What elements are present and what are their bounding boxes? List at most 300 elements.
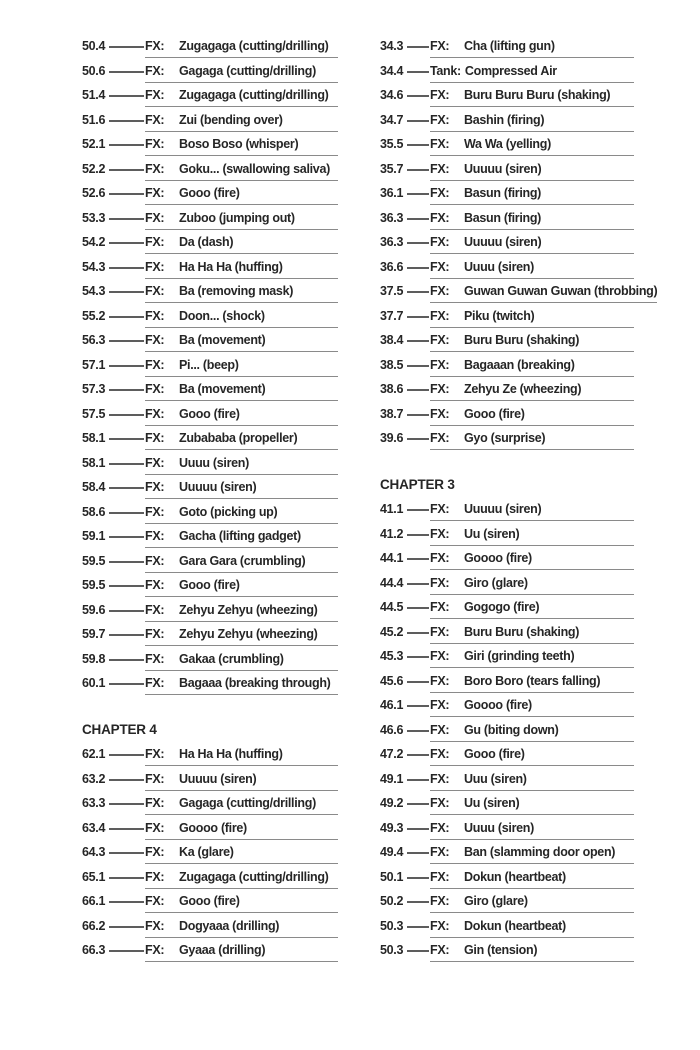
- fx-entry-row: [82, 846, 338, 864]
- entry-page-panel: 58.6: [82, 504, 106, 519]
- dash-connector-line: [109, 114, 144, 127]
- entry-page-panel: 66.2: [82, 918, 106, 933]
- entry-content: [430, 334, 634, 352]
- entry-content: [430, 383, 634, 401]
- entry-content: [430, 528, 634, 546]
- fx-entry-row: [380, 40, 634, 58]
- entry-page-panel: 34.7: [380, 112, 404, 127]
- dash-connector-line: [109, 359, 144, 372]
- entry-page-panel: 57.5: [82, 406, 106, 421]
- entry-lead: [380, 285, 430, 298]
- entry-content: [430, 748, 634, 766]
- entry-label: FX:: [430, 235, 450, 249]
- dash-connector-line: [109, 871, 144, 884]
- entry-page-panel: 51.6: [82, 112, 106, 127]
- entry-label: FX:: [430, 771, 450, 786]
- entry-page-panel: 34.3: [380, 39, 404, 53]
- entry-lead: [82, 457, 145, 470]
- entry-lead: [82, 408, 145, 421]
- entry-lead: [82, 628, 145, 641]
- entry-lead: [380, 236, 430, 249]
- entry-text: Ha Ha Ha (huffing): [179, 259, 283, 274]
- entry-content: [430, 724, 634, 742]
- entry-content: [145, 920, 338, 938]
- entry-content: [145, 457, 338, 475]
- dash-connector-line: [109, 261, 144, 274]
- entry-content: [145, 40, 338, 58]
- fx-entry-row: [82, 506, 338, 524]
- entry-label: FX:: [145, 308, 165, 323]
- dash-connector-line: [109, 579, 144, 592]
- dash-connector-line: [407, 944, 429, 957]
- fx-entry-row: [82, 212, 338, 230]
- fx-entry-row: [82, 555, 338, 573]
- fx-entry-row: [82, 579, 338, 597]
- entry-text: Gooo (fire): [179, 894, 240, 908]
- entry-content: [430, 138, 634, 156]
- dash-connector-line: [109, 432, 144, 445]
- entry-label: FX:: [145, 869, 165, 884]
- entry-lead: [380, 822, 430, 835]
- entry-page-panel: 58.4: [82, 480, 106, 494]
- entry-label: FX:: [430, 673, 450, 688]
- fx-entry-row: [380, 601, 634, 619]
- entry-label: FX:: [145, 796, 165, 810]
- entry-text: Gacha (lifting gadget): [179, 529, 301, 543]
- entry-page-panel: 41.1: [380, 502, 404, 516]
- entry-lead: [380, 552, 430, 565]
- entry-page-panel: 36.3: [380, 210, 404, 225]
- entry-lead: [82, 89, 145, 102]
- entry-lead: [380, 359, 430, 372]
- entry-content: [430, 773, 634, 791]
- entry-label: FX:: [430, 820, 450, 835]
- entry-label: FX:: [430, 308, 450, 323]
- entry-text: Ba (movement): [179, 382, 266, 396]
- fx-entry-row: [380, 822, 634, 840]
- dash-connector-line: [109, 920, 144, 933]
- fx-entry-row: [82, 628, 338, 646]
- entry-lead: [380, 601, 430, 614]
- entry-page-panel: 65.1: [82, 869, 106, 884]
- dash-connector-line: [407, 920, 429, 933]
- entry-page-panel: 58.1: [82, 431, 106, 445]
- entry-content: [430, 236, 634, 254]
- entry-page-panel: 35.7: [380, 161, 404, 176]
- entry-content: [430, 65, 634, 83]
- dash-connector-line: [109, 285, 144, 298]
- entry-page-panel: 38.7: [380, 406, 404, 421]
- entry-label: FX:: [430, 284, 450, 298]
- entry-page-panel: 56.3: [82, 333, 106, 347]
- entry-page-panel: 49.4: [380, 845, 404, 859]
- entry-text: Gara Gara (crumbling): [179, 553, 306, 568]
- entry-content: [430, 40, 634, 58]
- entry-page-panel: 63.4: [82, 820, 106, 835]
- entry-page-panel: 49.3: [380, 820, 404, 835]
- entry-page-panel: 50.3: [380, 918, 404, 933]
- entry-lead: [82, 677, 145, 690]
- entry-lead: [82, 114, 145, 127]
- dash-connector-line: [407, 236, 429, 249]
- entry-content: [145, 628, 338, 646]
- entry-page-panel: 49.1: [380, 771, 404, 786]
- fx-entry-row: [82, 334, 338, 352]
- dash-connector-line: [407, 114, 429, 127]
- dash-connector-line: [109, 846, 144, 859]
- entry-page-panel: 35.5: [380, 137, 404, 151]
- entry-lead: [82, 773, 145, 786]
- entry-lead: [82, 261, 145, 274]
- entry-lead: [380, 699, 430, 712]
- entry-label: FX:: [145, 431, 165, 445]
- entry-label: FX:: [145, 943, 165, 957]
- entry-lead: [82, 163, 145, 176]
- chapter-heading: CHAPTER 4: [82, 722, 157, 737]
- entry-content: [430, 114, 634, 132]
- entry-content: [430, 359, 634, 377]
- entry-content: [430, 163, 634, 181]
- dash-connector-line: [407, 359, 429, 372]
- entry-lead: [82, 334, 145, 347]
- dash-connector-line: [109, 212, 144, 225]
- dash-connector-line: [407, 503, 429, 516]
- entry-label: FX:: [145, 333, 165, 347]
- entry-label: FX:: [145, 747, 165, 761]
- entry-page-panel: 49.2: [380, 796, 404, 810]
- entry-lead: [380, 503, 430, 516]
- fx-entry-row: [82, 261, 338, 279]
- fx-entry-row: [380, 212, 634, 230]
- entry-text: Ban (slamming door open): [464, 845, 616, 859]
- entry-page-panel: 60.1: [82, 676, 106, 690]
- entry-label: FX:: [430, 526, 450, 541]
- entry-text: Basun (firing): [464, 186, 542, 200]
- entry-text: Piku (twitch): [464, 308, 535, 323]
- dash-connector-line: [407, 822, 429, 835]
- entry-label: FX:: [430, 551, 450, 565]
- fx-entry-row: [380, 163, 634, 181]
- entry-page-panel: 44.1: [380, 551, 404, 565]
- dash-connector-line: [407, 773, 429, 786]
- entry-content: [145, 285, 338, 303]
- fx-entry-row: [82, 653, 338, 671]
- entry-content: [430, 285, 657, 303]
- entry-lead: [82, 212, 145, 225]
- entry-page-panel: 54.2: [82, 235, 106, 249]
- entry-text: Pi... (beep): [179, 357, 239, 372]
- entry-page-panel: 37.7: [380, 308, 404, 323]
- entry-content: [145, 383, 338, 401]
- dash-connector-line: [109, 457, 144, 470]
- entry-page-panel: 45.3: [380, 649, 404, 663]
- entry-text: Buru Buru Buru (shaking): [464, 88, 611, 102]
- entry-content: [145, 187, 338, 205]
- entry-label: FX:: [145, 845, 165, 859]
- fx-entry-row: [82, 481, 338, 499]
- entry-text: Uuuu (siren): [179, 455, 250, 470]
- entry-content: [430, 822, 634, 840]
- entry-label: FX:: [145, 186, 165, 200]
- entry-page-panel: 50.1: [380, 869, 404, 884]
- entry-page-panel: 66.3: [82, 943, 106, 957]
- entry-content: [430, 699, 634, 717]
- entry-text: Gooo (fire): [179, 578, 240, 592]
- dash-connector-line: [407, 675, 429, 688]
- entry-page-panel: 46.6: [380, 722, 404, 737]
- entry-text: Gooo (fire): [179, 186, 240, 200]
- entry-lead: [380, 163, 430, 176]
- entry-lead: [82, 432, 145, 445]
- fx-entry-row: [380, 699, 634, 717]
- fx-entry-row: [82, 432, 338, 450]
- entry-label: FX:: [145, 88, 165, 102]
- entry-page-panel: 62.1: [82, 747, 106, 761]
- dash-connector-line: [109, 236, 144, 249]
- entry-page-panel: 54.3: [82, 284, 106, 298]
- entry-label: FX:: [430, 137, 450, 151]
- entry-label: FX:: [145, 553, 165, 568]
- dash-connector-line: [109, 163, 144, 176]
- entry-text: Uuuuu (siren): [179, 480, 257, 494]
- entry-label: FX:: [430, 161, 450, 176]
- entry-content: [145, 408, 338, 426]
- entry-content: [145, 555, 338, 573]
- entry-label: Tank:: [430, 63, 461, 78]
- entry-content: [145, 310, 338, 328]
- entry-lead: [380, 528, 430, 541]
- entry-content: [145, 579, 338, 597]
- entry-text: Uu (siren): [464, 526, 520, 541]
- entry-text: Giri (grinding teeth): [464, 649, 575, 663]
- entry-content: [145, 677, 338, 695]
- entry-label: FX:: [430, 845, 450, 859]
- entry-text: Ba (movement): [179, 333, 266, 347]
- fx-entry-row: [380, 675, 634, 693]
- entry-lead: [380, 748, 430, 761]
- dash-connector-line: [407, 138, 429, 151]
- entry-lead: [380, 895, 430, 908]
- entry-page-panel: 54.3: [82, 259, 106, 274]
- fx-entry-row: [380, 846, 634, 864]
- entry-label: FX:: [145, 455, 165, 470]
- entry-lead: [82, 944, 145, 957]
- entry-label: FX:: [145, 382, 165, 396]
- entry-content: [145, 530, 338, 548]
- fx-entry-row: [380, 432, 634, 450]
- fx-entry-row: [380, 552, 634, 570]
- entry-text: Dokun (heartbeat): [464, 918, 566, 933]
- dash-connector-line: [109, 604, 144, 617]
- fx-entry-row: [82, 871, 338, 889]
- entry-page-panel: 39.6: [380, 431, 404, 445]
- entry-page-panel: 50.2: [380, 894, 404, 908]
- entry-text: Gin (tension): [464, 943, 538, 957]
- dash-connector-line: [109, 89, 144, 102]
- fx-entry-row: [82, 383, 338, 401]
- entry-content: [430, 261, 634, 279]
- dash-connector-line: [109, 653, 144, 666]
- entry-label: FX:: [145, 676, 165, 690]
- entry-lead: [380, 65, 430, 78]
- entry-content: [145, 261, 338, 279]
- dash-connector-line: [109, 822, 144, 835]
- fx-entry-row: [82, 944, 338, 962]
- fx-entry-row: [82, 408, 338, 426]
- entry-content: [430, 871, 634, 889]
- dash-connector-line: [109, 334, 144, 347]
- entry-content: [430, 577, 634, 595]
- entry-text: Ka (glare): [179, 845, 234, 859]
- entry-page-panel: 36.3: [380, 235, 404, 249]
- entry-page-panel: 46.1: [380, 698, 404, 712]
- entry-lead: [82, 359, 145, 372]
- entry-lead: [380, 432, 430, 445]
- entry-lead: [380, 846, 430, 859]
- dash-connector-line: [407, 432, 429, 445]
- entry-text: Buru Buru (shaking): [464, 624, 580, 639]
- entry-text: Zui (bending over): [179, 112, 283, 127]
- entry-lead: [380, 920, 430, 933]
- entry-lead: [82, 822, 145, 835]
- dash-connector-line: [407, 724, 429, 737]
- entry-label: FX:: [145, 210, 165, 225]
- entry-page-panel: 59.7: [82, 627, 106, 641]
- entry-lead: [82, 579, 145, 592]
- fx-entry-row: [380, 724, 634, 742]
- entry-text: Uuu (siren): [464, 771, 527, 786]
- entry-label: FX:: [430, 624, 450, 639]
- fx-entry-row: [82, 895, 338, 913]
- entry-page-panel: 38.6: [380, 382, 404, 396]
- entry-page-panel: 64.3: [82, 845, 106, 859]
- fx-entry-row: [380, 310, 634, 328]
- dash-connector-line: [407, 40, 429, 53]
- entry-lead: [380, 944, 430, 957]
- entry-page-panel: 55.2: [82, 308, 106, 323]
- entry-page-panel: 58.1: [82, 455, 106, 470]
- fx-entry-row: [380, 503, 634, 521]
- fx-entry-row: [380, 920, 634, 938]
- entry-content: [430, 944, 634, 962]
- dash-connector-line: [109, 677, 144, 690]
- entry-content: [430, 89, 634, 107]
- entry-label: FX:: [145, 480, 165, 494]
- entry-page-panel: 59.5: [82, 553, 106, 568]
- entry-lead: [82, 604, 145, 617]
- entry-content: [145, 653, 338, 671]
- entry-content: [145, 797, 338, 815]
- fx-entry-row: [82, 114, 338, 132]
- fx-entry-row: [380, 577, 634, 595]
- entry-page-panel: 52.6: [82, 186, 106, 200]
- dash-connector-line: [109, 797, 144, 810]
- entry-content: [145, 822, 338, 840]
- entry-text: Goooo (fire): [464, 551, 532, 565]
- entry-text: Uuuuu (siren): [464, 502, 542, 516]
- entry-page-panel: 50.4: [82, 39, 106, 53]
- dash-connector-line: [407, 408, 429, 421]
- entry-text: Gyo (surprise): [464, 431, 546, 445]
- dash-connector-line: [109, 138, 144, 151]
- entry-text: Uu (siren): [464, 796, 520, 810]
- dash-connector-line: [407, 89, 429, 102]
- entry-label: FX:: [430, 210, 450, 225]
- entry-label: FX:: [430, 406, 450, 421]
- entry-page-panel: 50.6: [82, 63, 106, 78]
- entry-label: FX:: [430, 431, 450, 445]
- entry-label: FX:: [145, 63, 165, 78]
- entry-text: Gagaga (cutting/drilling): [179, 63, 316, 78]
- dash-connector-line: [109, 555, 144, 568]
- fx-entry-row: [82, 920, 338, 938]
- entry-lead: [82, 530, 145, 543]
- entry-page-panel: 38.5: [380, 357, 404, 372]
- entry-label: FX:: [145, 651, 165, 666]
- dash-connector-line: [109, 773, 144, 786]
- entry-page-panel: 45.2: [380, 624, 404, 639]
- fx-entry-row: [82, 530, 338, 548]
- entry-lead: [380, 114, 430, 127]
- entry-page-panel: 59.6: [82, 602, 106, 617]
- dash-connector-line: [407, 626, 429, 639]
- entry-text: Uuuuu (siren): [179, 771, 257, 786]
- entry-content: [430, 650, 634, 668]
- fx-entry-row: [380, 89, 634, 107]
- entry-label: FX:: [430, 186, 450, 200]
- entry-lead: [82, 871, 145, 884]
- entry-content: [145, 236, 338, 254]
- entry-lead: [380, 212, 430, 225]
- entry-label: FX:: [430, 747, 450, 761]
- dash-connector-line: [407, 699, 429, 712]
- entry-label: FX:: [430, 502, 450, 516]
- entry-page-panel: 59.5: [82, 578, 106, 592]
- chapter-heading: CHAPTER 3: [380, 477, 455, 492]
- entry-content: [430, 408, 634, 426]
- dash-connector-line: [407, 163, 429, 176]
- entry-content: [145, 65, 338, 83]
- dash-connector-line: [407, 846, 429, 859]
- entry-page-panel: 38.4: [380, 333, 404, 347]
- entry-label: FX:: [145, 918, 165, 933]
- dash-connector-line: [109, 40, 144, 53]
- entry-content: [430, 626, 634, 644]
- entry-label: FX:: [430, 333, 450, 347]
- entry-page-panel: 45.6: [380, 673, 404, 688]
- dash-connector-line: [109, 65, 144, 78]
- entry-label: FX:: [145, 112, 165, 127]
- entry-lead: [380, 138, 430, 151]
- entry-label: FX:: [430, 894, 450, 908]
- entry-page-panel: 36.6: [380, 259, 404, 274]
- entry-text: Gooo (fire): [464, 747, 525, 761]
- entry-lead: [82, 748, 145, 761]
- entry-content: [145, 481, 338, 499]
- entry-label: FX:: [430, 600, 450, 614]
- entry-page-panel: 47.2: [380, 747, 404, 761]
- entry-label: FX:: [145, 578, 165, 592]
- entry-text: Zugagaga (cutting/drilling): [179, 39, 329, 53]
- fx-entry-row: [380, 334, 634, 352]
- entry-text: Bagaaan (breaking): [464, 357, 575, 372]
- entry-label: FX:: [430, 575, 450, 590]
- entry-text: Ha Ha Ha (huffing): [179, 747, 283, 761]
- entry-label: FX:: [145, 235, 165, 249]
- dash-connector-line: [407, 383, 429, 396]
- entry-label: FX:: [430, 722, 450, 737]
- entry-lead: [380, 310, 430, 323]
